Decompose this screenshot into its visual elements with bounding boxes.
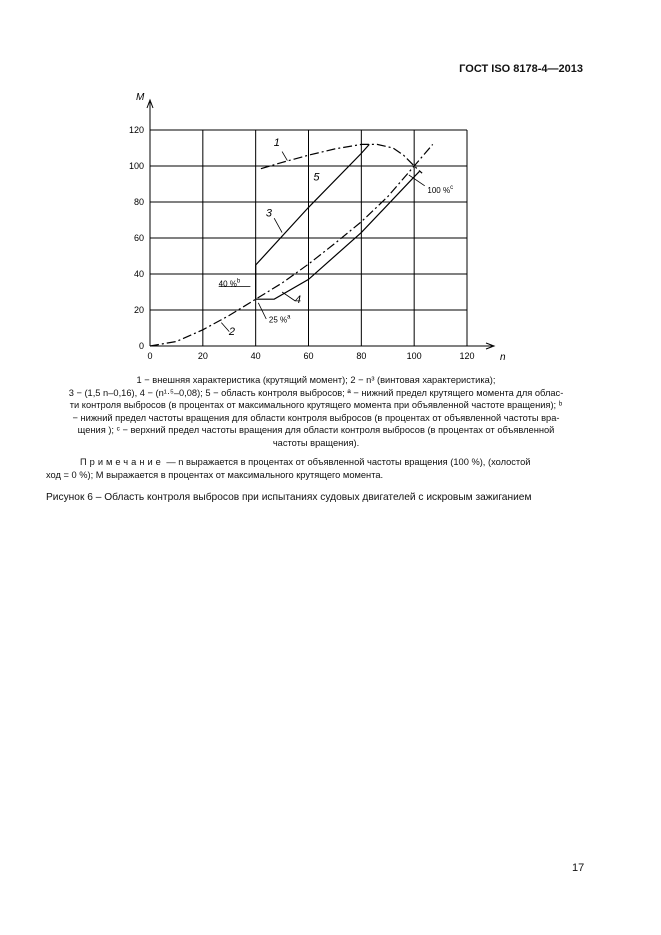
figure-note <box>46 456 586 481</box>
x-tick-label: 60 <box>303 351 314 361</box>
leader-line <box>274 218 282 232</box>
leader-line <box>258 303 266 319</box>
y-tick-label: 20 <box>133 305 144 315</box>
annotation-sup: a <box>287 314 291 321</box>
y-tick-label: 40 <box>133 269 144 279</box>
series-curve-4 <box>256 171 420 299</box>
series-curve-2 <box>150 144 433 346</box>
legend-line-1: 1 − внешняя характеристика (крутящий момент); 2 − n³ (винтовая характеристика); <box>136 375 496 385</box>
emission-control-chart <box>0 0 661 370</box>
annotation-label: 1 <box>273 137 280 150</box>
annotation-sup: c <box>450 185 454 191</box>
x-tick-label: 40 <box>250 351 261 361</box>
legend-line-5: щения ); ᶜ − верхний предел частоты вращения для области контроля выбросов (в процентах от объявленной <box>77 425 555 435</box>
y-axis-label: M <box>136 92 145 103</box>
series-curve-1 <box>261 144 422 173</box>
y-tick-label: 0 <box>138 341 144 351</box>
annotation-label: 3 <box>265 207 272 220</box>
x-tick-label: 20 <box>197 351 208 361</box>
legend-line-6: частоты вращения). <box>272 437 360 448</box>
x-tick-label: 120 <box>459 351 475 361</box>
document-header: ГОСТ ISO 8178-4—2013 <box>459 63 583 75</box>
annotation-sup: b <box>236 278 241 285</box>
annotation-label: 4 <box>294 293 301 306</box>
x-axis-label: n <box>500 352 506 363</box>
note-label: Примечание <box>80 457 164 467</box>
page-number: 17 <box>572 862 585 874</box>
annotation-label: 25 %$^a$ <box>268 314 291 325</box>
legend-line-3: ти контроля выбросов (в процентах от максимального крутящего момента при объявленной частоте вращения); ᵇ <box>69 400 563 410</box>
x-tick-label: 80 <box>356 351 367 361</box>
annotation-label: 2 <box>228 326 235 339</box>
annotation-label: 40 %$^b$ <box>218 278 241 289</box>
leader-line <box>282 152 287 161</box>
y-tick-label: 60 <box>133 233 144 243</box>
figure-legend <box>46 374 586 449</box>
annotation-label: 5 <box>313 171 320 184</box>
chart-series <box>150 144 433 346</box>
leader-line <box>282 292 295 301</box>
x-tick-label: 100 <box>406 351 422 361</box>
chart-grid <box>150 130 467 346</box>
x-tick-label: 0 <box>147 351 153 361</box>
note-text-2: ход = 0 %); M выражается в процентах от максимального крутящего момента. <box>46 469 384 480</box>
chart-labels <box>129 92 506 363</box>
figure-caption: Рисунок 6 – Область контроля выбросов при испытаниях судовых двигателей с искровым зажиганием <box>46 492 532 503</box>
y-tick-label: 120 <box>128 125 144 135</box>
annotation-label: 100 %$^c$ <box>427 185 454 195</box>
y-tick-label: 100 <box>128 161 144 171</box>
y-tick-label: 80 <box>133 197 144 207</box>
chart-axes <box>147 100 494 349</box>
note-text-1: — n выражается в процентах от объявленной частоты вращения (100 %), (холостой <box>163 457 531 467</box>
legend-line-2: 3 − (1,5 n–0,16), 4 − (n¹·⁵–0,08); 5 − область контроля выбросов; ª − нижний предел крутящего момента для облас- <box>68 387 564 398</box>
legend-line-4: − нижний предел частоты вращения для области контроля выбросов (в процентах от объявленной частоты вра- <box>72 412 560 423</box>
